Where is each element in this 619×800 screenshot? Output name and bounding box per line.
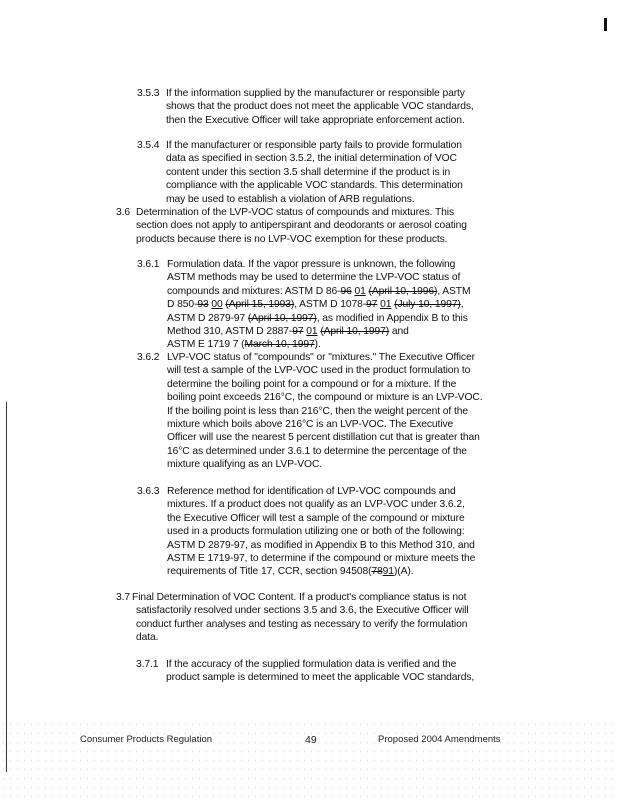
revision-mark-top (604, 18, 607, 31)
text-line: If the information supplied by the manufacturer or responsible party (166, 88, 465, 99)
text-line: 16°C as determined under 3.6.1 to determine the percentage of the (167, 445, 467, 457)
text-line: shows that the product does not meet the applicable VOC standards, (166, 101, 474, 113)
footer-left: Consumer Products Regulation (80, 734, 213, 745)
text-line: ASTM E 1719-97, to determine if the compound or mixture meets the (167, 553, 476, 565)
section-number: 3.6 (116, 207, 131, 218)
text-line: product sample is determined to meet the applicable VOC standards, (166, 672, 475, 684)
deleted-text: 93 (197, 299, 209, 311)
inserted-text: 01 (354, 285, 366, 297)
text-run: )(A). (393, 566, 414, 578)
text-line: Reference method for identification of LVP-VOC compounds and (167, 486, 456, 497)
text-line: conduct further analyses and testing as necessary to verify the formulation (136, 618, 468, 630)
text-run: compounds and mixtures: ASTM D 86- (167, 285, 341, 297)
footer-right: Proposed 2004 Amendments (378, 734, 501, 745)
text-line: products because there is no LVP-VOC exemption for these products. (136, 233, 448, 245)
deleted-text: (April 10, 1997) (247, 312, 317, 324)
text-line: Formulation data. If the vapor pressure is unknown, the following (167, 259, 456, 270)
scan-noise (0, 720, 619, 800)
text-line: LVP-VOC status of "compounds" or "mixtures." The Executive Officer (167, 352, 475, 363)
text-line: compliance with the applicable VOC standards. This determination (166, 180, 463, 192)
section-number: 3.6.3 (137, 486, 160, 497)
text-run: D 850- (167, 299, 198, 311)
text-line: Final Determination of VOC Content. If a product's compliance status is not (132, 592, 467, 603)
section-number: 3.7 (116, 592, 131, 603)
text-run: ASTM E 1719 7 ( (167, 339, 245, 351)
text-run: , ASTM (437, 285, 471, 297)
text-line: satisfactorily resolved under sections 3.5 and 3.6, the Executive Officer will (136, 605, 469, 617)
text-line: data. (136, 632, 159, 644)
section-number: 3.6.1 (137, 259, 160, 270)
text-line: If the accuracy of the supplied formulation data is verified and the (166, 659, 457, 670)
text-run: , (460, 299, 464, 311)
text-run: ASTM D 2879-97 (167, 312, 248, 324)
section-number: 3.7.1 (136, 659, 159, 670)
text-line: If the manufacturer or responsible party fails to provide formulation (166, 140, 462, 151)
inserted-text: 01 (380, 299, 392, 311)
section-number: 3.5.3 (137, 88, 160, 99)
deleted-text: (April 10, 1997) (320, 326, 390, 338)
text-line: data as specified in section 3.5.2, the initial determination of VOC (166, 153, 457, 165)
text-line (167, 338, 470, 351)
text-line: may be used to establish a violation of ARB regulations. (166, 193, 415, 205)
section-number: 3.5.4 (137, 140, 160, 151)
text-line (167, 325, 470, 338)
text-line: used in a products formulation utilizing one or both of the following: (167, 526, 465, 538)
text-line: ASTM methods may be used to determine the LVP-VOC status of (167, 272, 461, 284)
text-line: then the Executive Officer will take appropriate enforcement action. (166, 114, 465, 126)
text-line: mixtures. If a product does not qualify as an LVP-VOC under 3.6.2, (167, 499, 465, 511)
text-run: , as modified in Appendix B to this (316, 312, 468, 324)
text-line: mixture which boils above 216°C is an LVP-VOC. The Executive (167, 419, 454, 431)
text-line (167, 312, 470, 325)
text-line: ASTM D 2879-97, as modified in Appendix B to this Method 310, and (167, 539, 475, 551)
inserted-text: 01 (306, 326, 318, 338)
text-line: content under this section 3.5 shall determine if the product is in (166, 166, 451, 178)
text-run: , ASTM D 1078- (294, 299, 367, 311)
deleted-text: 97 (366, 299, 378, 311)
section-number: 3.6.2 (137, 352, 160, 363)
deleted-text: (July 10, 1997) (394, 299, 461, 311)
revision-bar (6, 402, 7, 772)
text-line: will test a sample of the LVP-VOC used in the product formulation to (167, 365, 471, 377)
text-line: Officer will use the nearest 5 percent distillation cut that is greater than (167, 432, 480, 444)
text-line: determine the boiling point for a compound or for a mixture. If the (167, 378, 457, 390)
page-number: 49 (305, 734, 317, 746)
text-line (167, 565, 475, 578)
deleted-text: March 10, 1997 (244, 339, 315, 351)
deleted-text: (April 10, 1996) (368, 285, 438, 297)
text-run: ). (314, 339, 321, 351)
deleted-text: (April 15, 1993) (225, 299, 295, 311)
text-run: Method 310, ASTM D 2887- (167, 326, 293, 338)
text-run: and (389, 326, 409, 338)
text-run: requirements of Title 17, CCR, section 94508( (167, 566, 372, 578)
text-line: Determination of the LVP-VOC status of compounds and mixtures. This (136, 207, 454, 218)
inserted-text: 00 (211, 299, 223, 311)
text-line: boiling point exceeds 216°C, the compound or mixture is an LVP-VOC. (167, 392, 483, 404)
deleted-text: 97 (292, 326, 304, 338)
text-line: the Executive Officer will test a sample of the compound or mixture (167, 512, 465, 524)
deleted-text: 78 (371, 566, 383, 578)
text-line: mixture qualifying as an LVP-VOC. (167, 459, 323, 471)
text-line: If the boiling point is less than 216°C, then the weight percent of the (167, 405, 468, 417)
text-line: section does not apply to antiperspirant and deodorants or aerosol coating (136, 220, 467, 232)
inserted-text: 91 (382, 566, 394, 578)
deleted-text: 96 (340, 285, 352, 297)
text-line (167, 285, 470, 298)
text-line (167, 298, 470, 311)
